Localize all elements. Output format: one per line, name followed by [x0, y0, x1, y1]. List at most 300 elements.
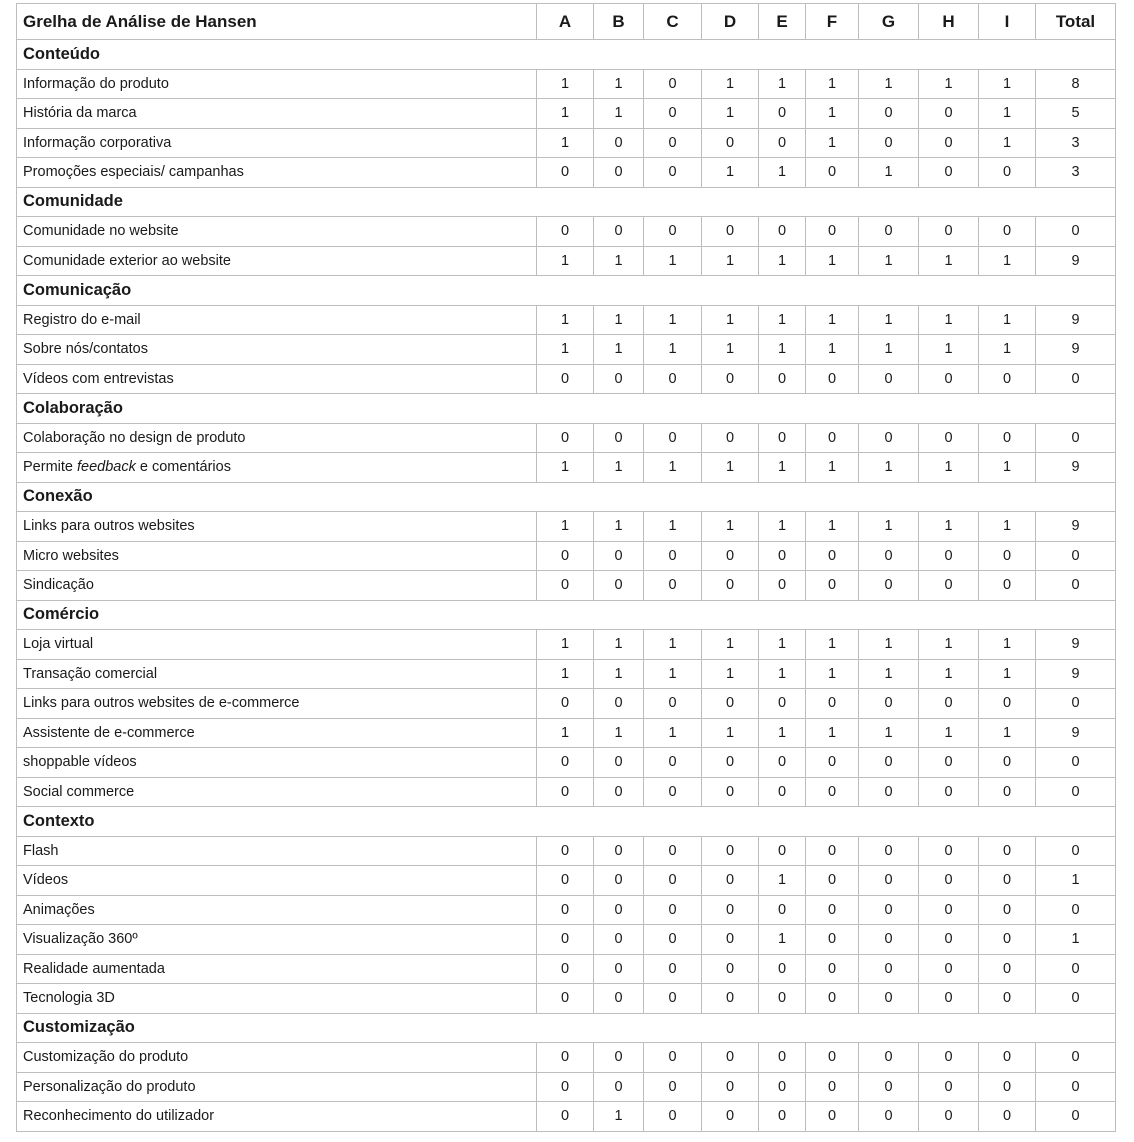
value-cell: 1: [644, 718, 702, 748]
value-cell: 0: [594, 1043, 644, 1073]
value-cell: 0: [806, 1043, 859, 1073]
value-cell: 1: [702, 453, 759, 483]
value-cell: 0: [759, 541, 806, 571]
value-cell: 1: [806, 512, 859, 542]
value-cell: 0: [919, 423, 979, 453]
value-cell: 0: [859, 128, 919, 158]
value-cell: 1: [702, 158, 759, 188]
value-cell: 0: [759, 895, 806, 925]
value-cell: 0: [644, 925, 702, 955]
value-cell: 1: [919, 246, 979, 276]
value-cell: 0: [702, 925, 759, 955]
value-cell: 0: [859, 217, 919, 247]
value-cell: 1: [594, 630, 644, 660]
value-cell: 1: [806, 659, 859, 689]
row-label: shoppable vídeos: [17, 748, 537, 778]
row-label: Assistente de e-commerce: [17, 718, 537, 748]
value-cell: 0: [594, 954, 644, 984]
value-cell: 0: [919, 689, 979, 719]
value-cell: 0: [594, 1072, 644, 1102]
section-header-row: [17, 482, 1116, 512]
table-row: [17, 571, 1116, 601]
value-cell: 0: [537, 1102, 594, 1132]
value-cell: 1: [759, 659, 806, 689]
value-cell: 1: [644, 453, 702, 483]
section-header-row: [17, 600, 1116, 630]
value-cell: 1: [979, 630, 1036, 660]
value-cell: 0: [537, 364, 594, 394]
row-label: Comunidade no website: [17, 217, 537, 247]
section-title: Conexão: [17, 482, 1116, 512]
row-label: Reconhecimento do utilizador: [17, 1102, 537, 1132]
value-cell: 0: [644, 1043, 702, 1073]
value-cell: 0: [594, 364, 644, 394]
value-cell: 1: [594, 659, 644, 689]
value-cell: 0: [979, 866, 1036, 896]
hansen-analysis-table: [16, 3, 1116, 1132]
value-cell: 0: [806, 895, 859, 925]
value-cell: 1: [979, 453, 1036, 483]
value-cell: 0: [537, 836, 594, 866]
value-cell: 0: [644, 541, 702, 571]
value-cell: 1: [806, 99, 859, 129]
value-cell: 0: [702, 954, 759, 984]
row-label: [17, 453, 537, 483]
value-cell: 1: [644, 335, 702, 365]
value-cell: 0: [644, 364, 702, 394]
value-cell: 1: [759, 866, 806, 896]
total-cell: 0: [1036, 541, 1116, 571]
table-row: [17, 777, 1116, 807]
section-title: Colaboração: [17, 394, 1116, 424]
value-cell: 1: [702, 512, 759, 542]
value-cell: 0: [919, 777, 979, 807]
column-header-h: H: [919, 4, 979, 40]
total-cell: 1: [1036, 925, 1116, 955]
value-cell: 0: [702, 984, 759, 1014]
section-header-row: [17, 807, 1116, 837]
value-cell: 0: [759, 1072, 806, 1102]
value-cell: 0: [919, 984, 979, 1014]
table-row: [17, 69, 1116, 99]
value-cell: 0: [594, 984, 644, 1014]
value-cell: 0: [919, 158, 979, 188]
value-cell: 0: [859, 571, 919, 601]
value-cell: 0: [979, 895, 1036, 925]
row-label-part: e comentários: [135, 459, 231, 476]
value-cell: 1: [919, 453, 979, 483]
value-cell: 0: [859, 777, 919, 807]
value-cell: 0: [702, 364, 759, 394]
value-cell: 1: [702, 99, 759, 129]
value-cell: 0: [859, 954, 919, 984]
column-header-e: E: [759, 4, 806, 40]
total-cell: 9: [1036, 453, 1116, 483]
value-cell: 1: [759, 69, 806, 99]
total-cell: 8: [1036, 69, 1116, 99]
section-title: Comunicação: [17, 276, 1116, 306]
value-cell: 0: [919, 1102, 979, 1132]
value-cell: 1: [537, 659, 594, 689]
value-cell: 0: [979, 423, 1036, 453]
value-cell: 1: [644, 659, 702, 689]
value-cell: 0: [859, 925, 919, 955]
value-cell: 0: [759, 364, 806, 394]
table-row: [17, 836, 1116, 866]
value-cell: 0: [537, 954, 594, 984]
value-cell: 0: [537, 423, 594, 453]
value-cell: 0: [859, 866, 919, 896]
table-row: [17, 541, 1116, 571]
value-cell: 0: [979, 217, 1036, 247]
total-cell: 9: [1036, 246, 1116, 276]
value-cell: 0: [859, 984, 919, 1014]
value-cell: 0: [759, 1043, 806, 1073]
value-cell: 1: [806, 718, 859, 748]
value-cell: 0: [806, 748, 859, 778]
section-title: Comércio: [17, 600, 1116, 630]
section-header-row: [17, 187, 1116, 217]
table-row: [17, 305, 1116, 335]
value-cell: 0: [979, 748, 1036, 778]
table-row: [17, 659, 1116, 689]
column-header-g: G: [859, 4, 919, 40]
total-cell: 0: [1036, 571, 1116, 601]
value-cell: 0: [537, 689, 594, 719]
section-header-row: [17, 394, 1116, 424]
value-cell: 0: [537, 925, 594, 955]
value-cell: 0: [759, 984, 806, 1014]
table-row: [17, 246, 1116, 276]
section-header-row: [17, 40, 1116, 70]
table-row: [17, 335, 1116, 365]
column-header-f: F: [806, 4, 859, 40]
value-cell: 0: [759, 217, 806, 247]
total-cell: 0: [1036, 984, 1116, 1014]
row-label: Transação comercial: [17, 659, 537, 689]
table-row: [17, 954, 1116, 984]
total-cell: 0: [1036, 954, 1116, 984]
total-cell: 9: [1036, 335, 1116, 365]
value-cell: 0: [979, 954, 1036, 984]
value-cell: 0: [702, 1043, 759, 1073]
value-cell: 1: [806, 630, 859, 660]
value-cell: 1: [594, 99, 644, 129]
value-cell: 0: [979, 158, 1036, 188]
value-cell: 1: [537, 69, 594, 99]
row-label: Tecnologia 3D: [17, 984, 537, 1014]
total-cell: 3: [1036, 128, 1116, 158]
value-cell: 0: [979, 984, 1036, 1014]
value-cell: 1: [979, 246, 1036, 276]
value-cell: 0: [644, 895, 702, 925]
table-row: [17, 1043, 1116, 1073]
value-cell: 0: [644, 571, 702, 601]
value-cell: 1: [806, 305, 859, 335]
value-cell: 0: [859, 895, 919, 925]
row-label-italic-part: feedback: [77, 459, 136, 476]
table-row: [17, 866, 1116, 896]
row-label: Informação do produto: [17, 69, 537, 99]
total-cell: 5: [1036, 99, 1116, 129]
value-cell: 0: [859, 1043, 919, 1073]
value-cell: 1: [806, 69, 859, 99]
value-cell: 0: [806, 571, 859, 601]
row-label-part: Permite: [23, 459, 77, 476]
value-cell: 1: [594, 512, 644, 542]
value-cell: 1: [759, 335, 806, 365]
value-cell: 1: [537, 335, 594, 365]
value-cell: 1: [702, 69, 759, 99]
table-title: Grelha de Análise de Hansen: [17, 4, 537, 40]
value-cell: 0: [859, 689, 919, 719]
table-row: [17, 630, 1116, 660]
value-cell: 0: [759, 1102, 806, 1132]
value-cell: 0: [806, 1072, 859, 1102]
value-cell: 0: [644, 128, 702, 158]
value-cell: 1: [644, 630, 702, 660]
value-cell: 1: [979, 69, 1036, 99]
value-cell: 0: [644, 423, 702, 453]
value-cell: 0: [919, 128, 979, 158]
value-cell: 0: [594, 895, 644, 925]
value-cell: 0: [859, 836, 919, 866]
value-cell: 1: [919, 69, 979, 99]
value-cell: 1: [859, 158, 919, 188]
total-cell: 0: [1036, 423, 1116, 453]
value-cell: 1: [594, 335, 644, 365]
value-cell: 1: [537, 128, 594, 158]
value-cell: 1: [979, 659, 1036, 689]
value-cell: 0: [859, 423, 919, 453]
value-cell: 1: [919, 630, 979, 660]
value-cell: 0: [594, 541, 644, 571]
value-cell: 0: [919, 217, 979, 247]
value-cell: 1: [979, 99, 1036, 129]
total-cell: 0: [1036, 1102, 1116, 1132]
value-cell: 0: [919, 571, 979, 601]
value-cell: 1: [644, 305, 702, 335]
table-row: [17, 1102, 1116, 1132]
value-cell: 0: [806, 1102, 859, 1132]
total-cell: 0: [1036, 777, 1116, 807]
value-cell: 1: [919, 305, 979, 335]
value-cell: 0: [702, 217, 759, 247]
table-row: [17, 423, 1116, 453]
value-cell: 1: [859, 718, 919, 748]
value-cell: 1: [594, 453, 644, 483]
value-cell: 0: [806, 158, 859, 188]
row-label: História da marca: [17, 99, 537, 129]
value-cell: 1: [919, 718, 979, 748]
value-cell: 0: [979, 1043, 1036, 1073]
total-cell: 9: [1036, 718, 1116, 748]
row-label: Informação corporativa: [17, 128, 537, 158]
value-cell: 0: [859, 541, 919, 571]
value-cell: 1: [919, 659, 979, 689]
value-cell: 1: [702, 718, 759, 748]
row-label: Vídeos com entrevistas: [17, 364, 537, 394]
section-header-row: [17, 276, 1116, 306]
total-cell: 0: [1036, 895, 1116, 925]
value-cell: 0: [859, 748, 919, 778]
total-cell: 9: [1036, 512, 1116, 542]
value-cell: 0: [644, 748, 702, 778]
value-cell: 0: [702, 866, 759, 896]
row-label: Colaboração no design de produto: [17, 423, 537, 453]
total-cell: 9: [1036, 630, 1116, 660]
value-cell: 0: [979, 571, 1036, 601]
total-cell: 0: [1036, 217, 1116, 247]
value-cell: 0: [806, 689, 859, 719]
value-cell: 1: [702, 630, 759, 660]
value-cell: 1: [594, 1102, 644, 1132]
value-cell: 0: [644, 954, 702, 984]
value-cell: 0: [919, 748, 979, 778]
value-cell: 1: [537, 453, 594, 483]
value-cell: 0: [919, 895, 979, 925]
table-row: [17, 453, 1116, 483]
value-cell: 0: [806, 866, 859, 896]
value-cell: 0: [537, 748, 594, 778]
value-cell: 1: [979, 512, 1036, 542]
table-body: [17, 40, 1116, 1132]
column-header-i: I: [979, 4, 1036, 40]
value-cell: 0: [859, 99, 919, 129]
value-cell: 0: [979, 1102, 1036, 1132]
value-cell: 0: [859, 364, 919, 394]
value-cell: 0: [759, 836, 806, 866]
value-cell: 0: [537, 541, 594, 571]
value-cell: 1: [594, 69, 644, 99]
total-cell: 0: [1036, 1072, 1116, 1102]
value-cell: 0: [759, 689, 806, 719]
total-cell: 0: [1036, 689, 1116, 719]
value-cell: 0: [594, 689, 644, 719]
table-row: [17, 364, 1116, 394]
value-cell: 0: [594, 748, 644, 778]
total-cell: 0: [1036, 748, 1116, 778]
value-cell: 0: [919, 364, 979, 394]
value-cell: 1: [759, 925, 806, 955]
value-cell: 0: [919, 925, 979, 955]
value-cell: 1: [537, 630, 594, 660]
row-label: Sobre nós/contatos: [17, 335, 537, 365]
value-cell: 0: [806, 217, 859, 247]
value-cell: 1: [806, 453, 859, 483]
value-cell: 0: [919, 1072, 979, 1102]
value-cell: 1: [537, 305, 594, 335]
value-cell: 0: [979, 777, 1036, 807]
table-row: [17, 1072, 1116, 1102]
total-cell: 0: [1036, 1043, 1116, 1073]
table-row: [17, 217, 1116, 247]
value-cell: 0: [644, 689, 702, 719]
row-label: Animações: [17, 895, 537, 925]
value-cell: 1: [759, 453, 806, 483]
total-cell: 1: [1036, 866, 1116, 896]
value-cell: 1: [919, 512, 979, 542]
value-cell: 0: [644, 866, 702, 896]
value-cell: 0: [644, 836, 702, 866]
value-cell: 0: [594, 128, 644, 158]
value-cell: 1: [702, 246, 759, 276]
row-label: Realidade aumentada: [17, 954, 537, 984]
total-cell: 0: [1036, 364, 1116, 394]
value-cell: 0: [919, 99, 979, 129]
value-cell: 0: [759, 571, 806, 601]
row-label: Flash: [17, 836, 537, 866]
row-label: Sindicação: [17, 571, 537, 601]
value-cell: 0: [702, 1102, 759, 1132]
value-cell: 0: [702, 836, 759, 866]
value-cell: 1: [537, 99, 594, 129]
value-cell: 1: [859, 335, 919, 365]
value-cell: 1: [859, 453, 919, 483]
value-cell: 0: [537, 777, 594, 807]
value-cell: 1: [594, 305, 644, 335]
table-row: [17, 718, 1116, 748]
value-cell: 0: [644, 158, 702, 188]
value-cell: 1: [806, 335, 859, 365]
value-cell: 0: [979, 836, 1036, 866]
value-cell: 1: [702, 335, 759, 365]
value-cell: 1: [859, 630, 919, 660]
table-row: [17, 984, 1116, 1014]
row-label: Registro do e-mail: [17, 305, 537, 335]
value-cell: 0: [644, 777, 702, 807]
value-cell: 0: [702, 423, 759, 453]
table-row: [17, 895, 1116, 925]
value-cell: 0: [594, 423, 644, 453]
value-cell: 0: [859, 1072, 919, 1102]
row-label: Social commerce: [17, 777, 537, 807]
value-cell: 0: [979, 364, 1036, 394]
row-label: Vídeos: [17, 866, 537, 896]
column-header-a: A: [537, 4, 594, 40]
value-cell: 0: [594, 571, 644, 601]
value-cell: 1: [859, 512, 919, 542]
value-cell: 0: [979, 925, 1036, 955]
value-cell: 0: [594, 777, 644, 807]
value-cell: 0: [759, 99, 806, 129]
value-cell: 0: [979, 541, 1036, 571]
value-cell: 0: [537, 1043, 594, 1073]
value-cell: 0: [594, 836, 644, 866]
row-label: Comunidade exterior ao website: [17, 246, 537, 276]
table-row: [17, 512, 1116, 542]
value-cell: 0: [702, 541, 759, 571]
value-cell: 0: [644, 69, 702, 99]
value-cell: 1: [979, 718, 1036, 748]
section-title: Conteúdo: [17, 40, 1116, 70]
value-cell: 0: [919, 836, 979, 866]
value-cell: 0: [537, 217, 594, 247]
value-cell: 1: [702, 305, 759, 335]
value-cell: 1: [759, 158, 806, 188]
total-cell: 9: [1036, 659, 1116, 689]
value-cell: 0: [806, 777, 859, 807]
value-cell: 0: [594, 158, 644, 188]
value-cell: 0: [759, 748, 806, 778]
table-row: [17, 128, 1116, 158]
value-cell: 0: [919, 866, 979, 896]
total-cell: 3: [1036, 158, 1116, 188]
value-cell: 0: [537, 895, 594, 925]
value-cell: 0: [759, 423, 806, 453]
value-cell: 1: [537, 246, 594, 276]
value-cell: 0: [759, 128, 806, 158]
